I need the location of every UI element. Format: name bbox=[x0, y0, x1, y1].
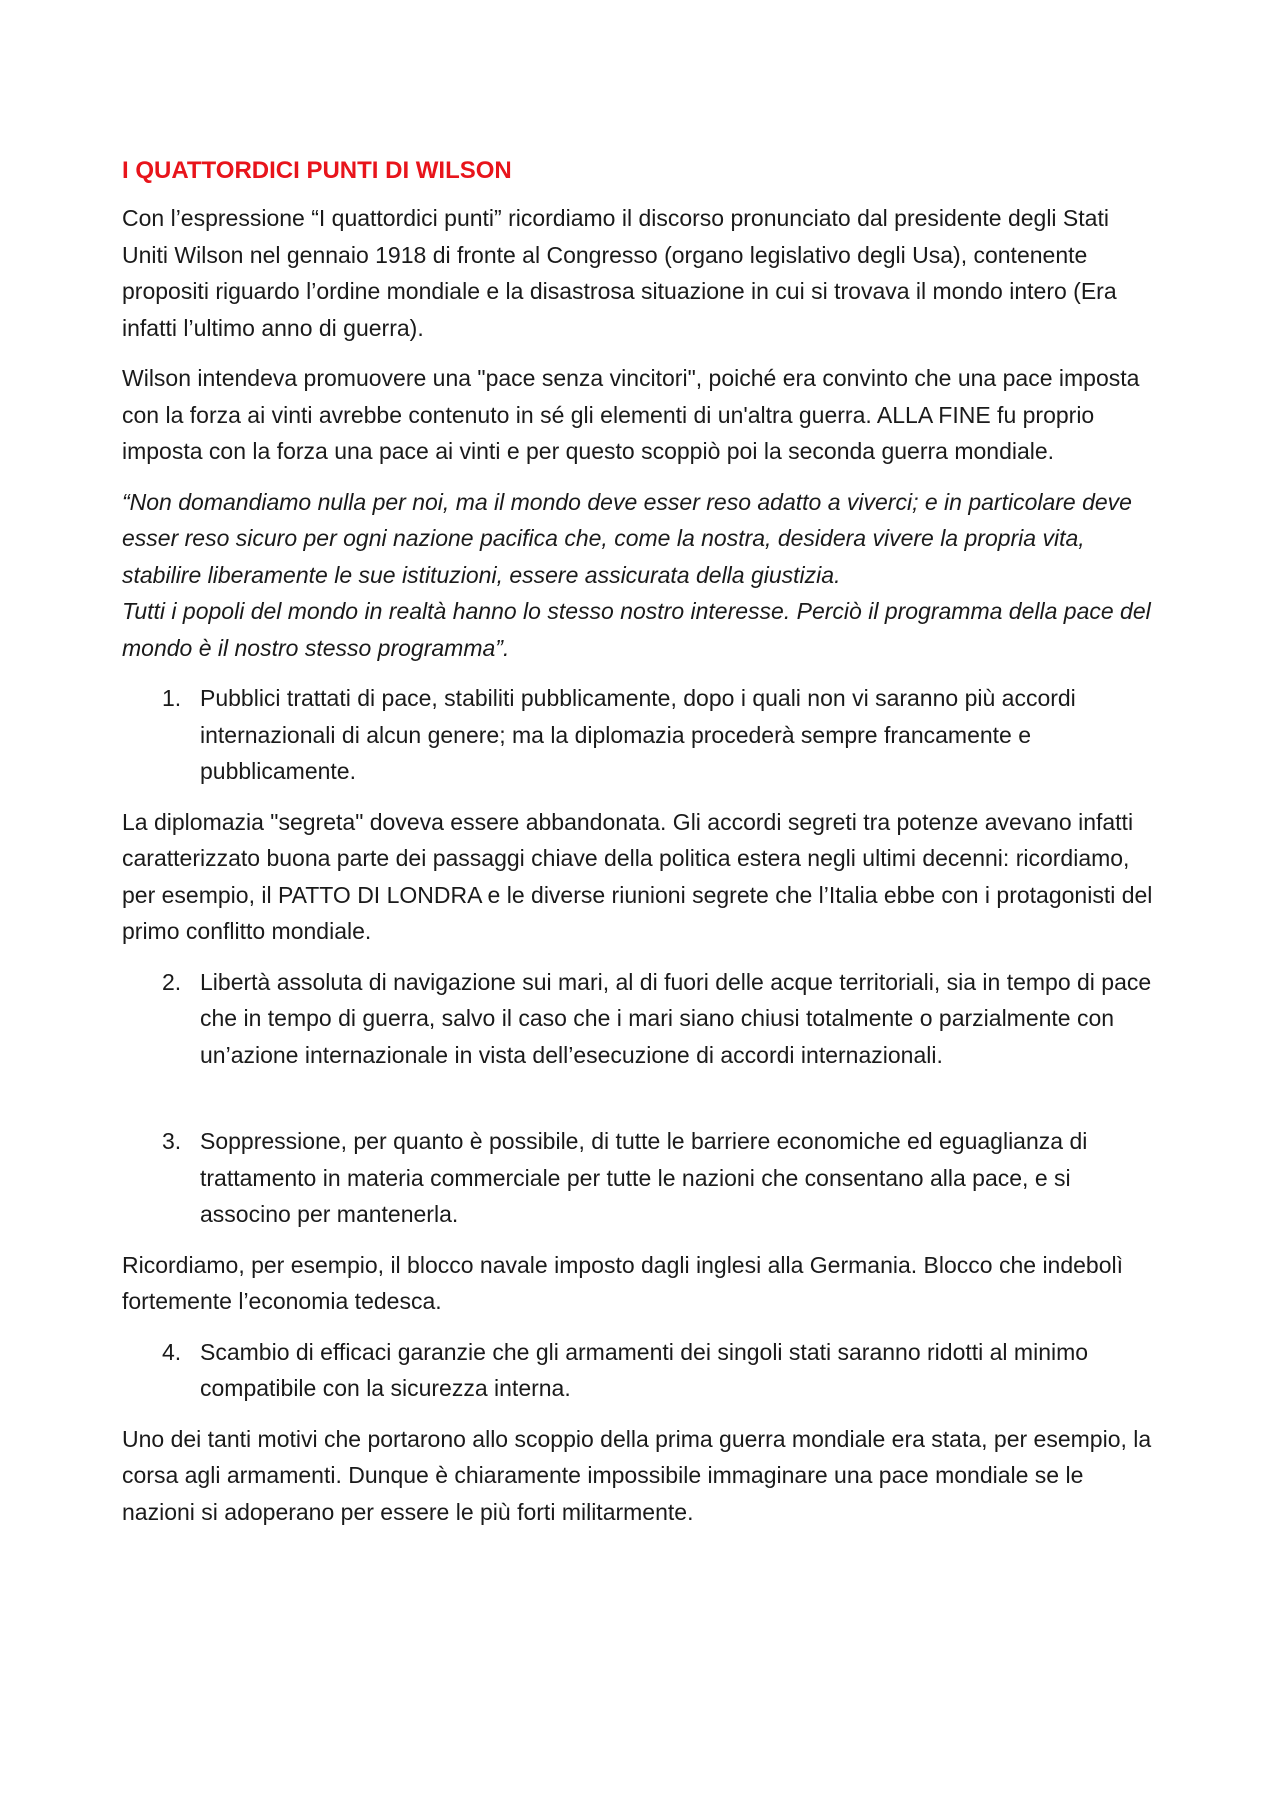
point-1-text: Pubblici trattati di pace, stabiliti pubblicamente, dopo i quali non vi saranno più accordi internazionali di alcun genere; ma la diplomazia procederà sempre francamente e pubblicamente. bbox=[200, 685, 1076, 784]
document-title: I QUATTORDICI PUNTI DI WILSON bbox=[122, 157, 512, 184]
point-4-text: Scambio di efficaci garanzie che gli armamenti dei singoli stati saranno ridotti al minimo compatibile con la sicurezza interna. bbox=[200, 1338, 1089, 1401]
quote-part-2: Tutti i popoli del mondo in realtà hanno lo stesso nostro interesse. Perciò il programma della pace del mondo è il nostro stesso programma”. bbox=[122, 598, 1151, 661]
point-3-comment: Ricordiamo, per esempio, il blocco navale imposto dagli inglesi alla Germania. Blocco che indebolì fortemente l’economia tedesca. bbox=[122, 1251, 1124, 1314]
document-page bbox=[122, 156, 1158, 1544]
wilson-quote bbox=[122, 484, 1158, 667]
point-2 bbox=[122, 964, 1158, 1074]
intro-paragraph: Con l’espressione “I quattordici punti” ricordiamo il discorso pronunciato dal presidente degli Stati Uniti Wilson nel gennaio 1918 di fronte al Congresso (organo legislativo degli Usa), contenente propositi riguardo l’ordine mondiale e la disastrosa situazione in cui si trovava il mondo intero (Era infatti l’ultimo anno di guerra). bbox=[122, 205, 1117, 341]
point-1-comment: La diplomazia "segreta" doveva essere abbandonata. Gli accordi segreti tra potenze avevano infatti caratterizzato buona parte dei passaggi chiave della politica estera negli ultimi decenni: ricordiamo, per esempio, il PATTO DI LONDRA e le diverse riunioni segrete che l’Italia ebbe con i protagonisti del primo conflitto mondiale. bbox=[122, 808, 1153, 944]
quote-part-1: “Non domandiamo nulla per noi, ma il mondo deve esser reso adatto a viverci; e in particolare deve esser reso sicuro per ogni nazione pacifica che, come la nostra, desidera vivere la propria vita, stabilire liberamente le sue istituzioni, essere assicurata della giustizia. bbox=[122, 488, 1132, 588]
point-2-number: 2. bbox=[162, 968, 182, 995]
point-1-number: 1. bbox=[162, 685, 182, 711]
point-1 bbox=[122, 680, 1158, 790]
point-3-number: 3. bbox=[162, 1128, 182, 1154]
point-3-text: Soppressione, per quanto è possibile, di tutte le barriere economiche ed eguaglianza di trattamento in materia commerciale per tutte le nazioni che consentano alla pace, e si associno per mantenerla. bbox=[200, 1128, 1088, 1227]
wilson-paragraph: Wilson intendeva promuovere una "pace senza vincitori", poiché era convinto che una pace imposta con la forza ai vinti avrebbe contenuto in sé gli elementi di un'altra guerra. ALLA FINE fu proprio imposta con la forza una pace ai vinti e per questo scoppiò poi la seconda guerra mondiale. bbox=[122, 365, 1140, 464]
point-4 bbox=[122, 1334, 1158, 1407]
point-4-comment: Uno dei tanti motivi che portarono allo scoppio della prima guerra mondiale era stata, per esempio, la corsa agli armamenti. Dunque è chiaramente impossibile immaginare una pace mondiale se le nazioni si adoperano per essere le più forti militarmente. bbox=[122, 1425, 1152, 1525]
point-2-text: Libertà assoluta di navigazione sui mari, al di fuori delle acque territoriali, sia in tempo di pace che in tempo di guerra, salvo il caso che i mari siano chiusi totalmente o parzialmente con un’azione internazionale in vista dell’esecuzione di accordi internazionali. bbox=[200, 968, 1152, 1068]
point-3 bbox=[122, 1123, 1158, 1233]
point-4-number: 4. bbox=[162, 1338, 182, 1365]
